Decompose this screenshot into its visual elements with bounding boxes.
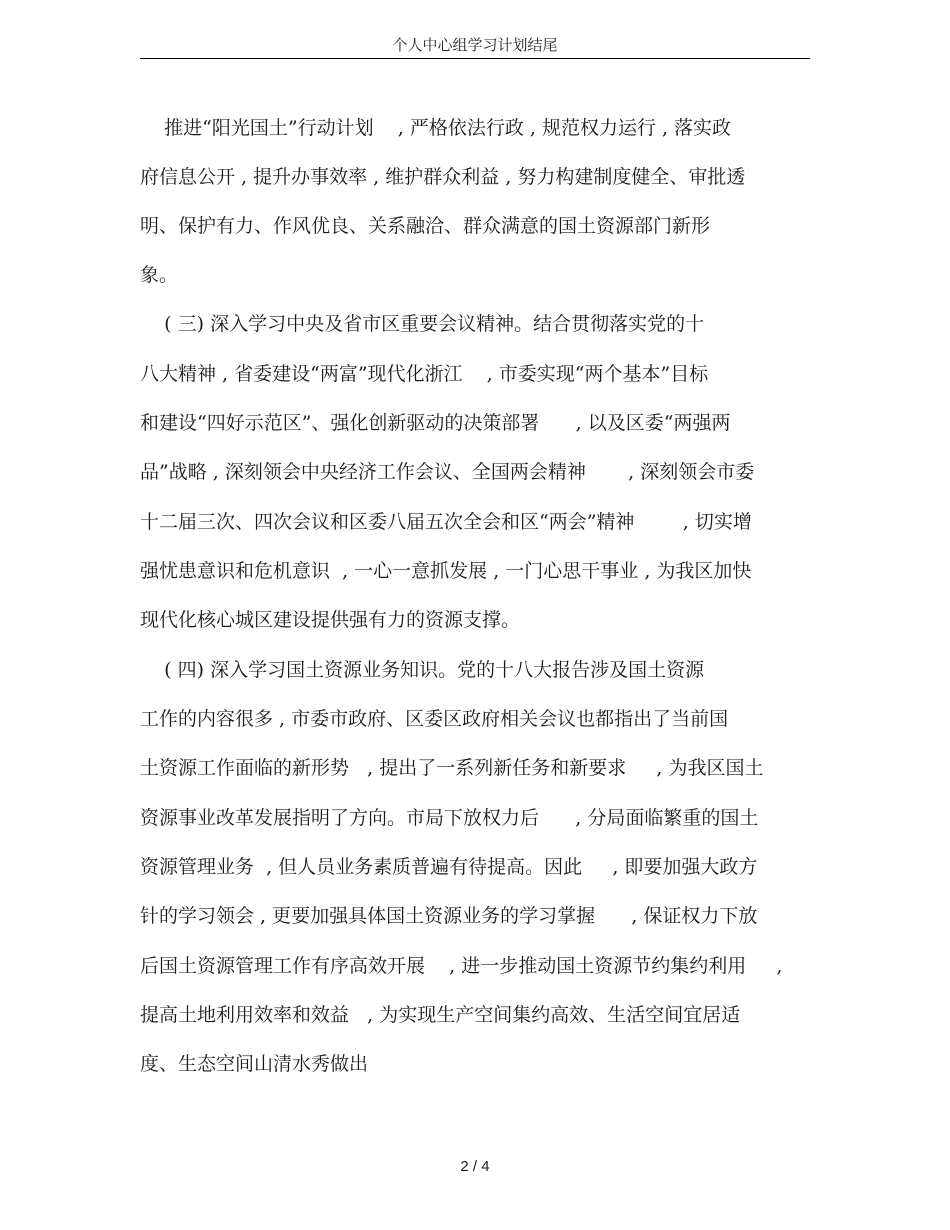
body-line: 强忧患意识和危机意识 , 一心一意抓发展 , 一门心思干事业 , 为我区加快 bbox=[140, 560, 752, 582]
body-line: 明、保护有力、作风优良、关系融洽、群众满意的国土资源部门新形 bbox=[140, 215, 711, 237]
body-line: 土资源工作面临的新形势 , 提出了一系列新任务和新要求 , 为我区国土 bbox=[140, 757, 764, 779]
body-line: 资源管理业务 , 但人员业务素质普遍有待提高。因此 , 即要加强大政方 bbox=[140, 856, 758, 878]
body-line: 十二届三次、四次会议和区委八届五次全会和区“两会”精神 , 切实增 bbox=[140, 511, 752, 533]
body-line: 和建设“四好示范区”、强化创新驱动的决策部署 , 以及区委“两强两 bbox=[140, 412, 731, 434]
page-number: 2 / 4 bbox=[460, 1158, 490, 1175]
body-line: 府信息公开 , 提升办事效率 , 维护群众利益 , 努力构建制度健全、审批透 bbox=[140, 166, 746, 188]
body-line: 度、生态空间山清水秀做出 bbox=[140, 1053, 369, 1075]
body-line: 品”战略 , 深刻领会中央经济工作会议、全国两会精神 , 深刻领会市委 bbox=[140, 461, 755, 483]
body-line: 工作的内容很多 , 市委市政府、区委区政府相关会议也都指出了当前国 bbox=[140, 708, 729, 730]
body-line: 八大精神 , 省委建设“两富”现代化浙江 , 市委实现“两个基本”目标 bbox=[140, 363, 709, 385]
body-line: 推进“阳光国土”行动计划 , 严格依法行政 , 规范权力运行 , 落实政 bbox=[140, 117, 732, 139]
body-line: 后国土资源管理工作有序高效开展 , 进一步推动国土资源节约集约利用 , bbox=[140, 955, 783, 977]
page-header bbox=[140, 32, 810, 59]
body-line: ( 三) 深入学习中央及省市区重要会议精神。结合贯彻落实党的十 bbox=[140, 313, 705, 335]
page-header-title: 个人中心组学习计划结尾 bbox=[392, 36, 558, 54]
body-line: ( 四) 深入学习国土资源业务知识。党的十八大报告涉及国土资源 bbox=[140, 659, 705, 681]
body-line: 提高土地利用效率和效益 , 为实现生产空间集约高效、生活空间宜居适 bbox=[140, 1004, 741, 1026]
body-line: 资源事业改革发展指明了方向。市局下放权力后 , 分局面临繁重的国土 bbox=[140, 807, 759, 829]
body-line: 针的学习领会 , 更要加强具体国土资源业务的学习掌握 , 保证权力下放 bbox=[140, 905, 758, 927]
body-line: 象。 bbox=[140, 264, 179, 286]
body-line: 现代化核心城区建设提供强有力的资源支撑。 bbox=[140, 609, 521, 631]
